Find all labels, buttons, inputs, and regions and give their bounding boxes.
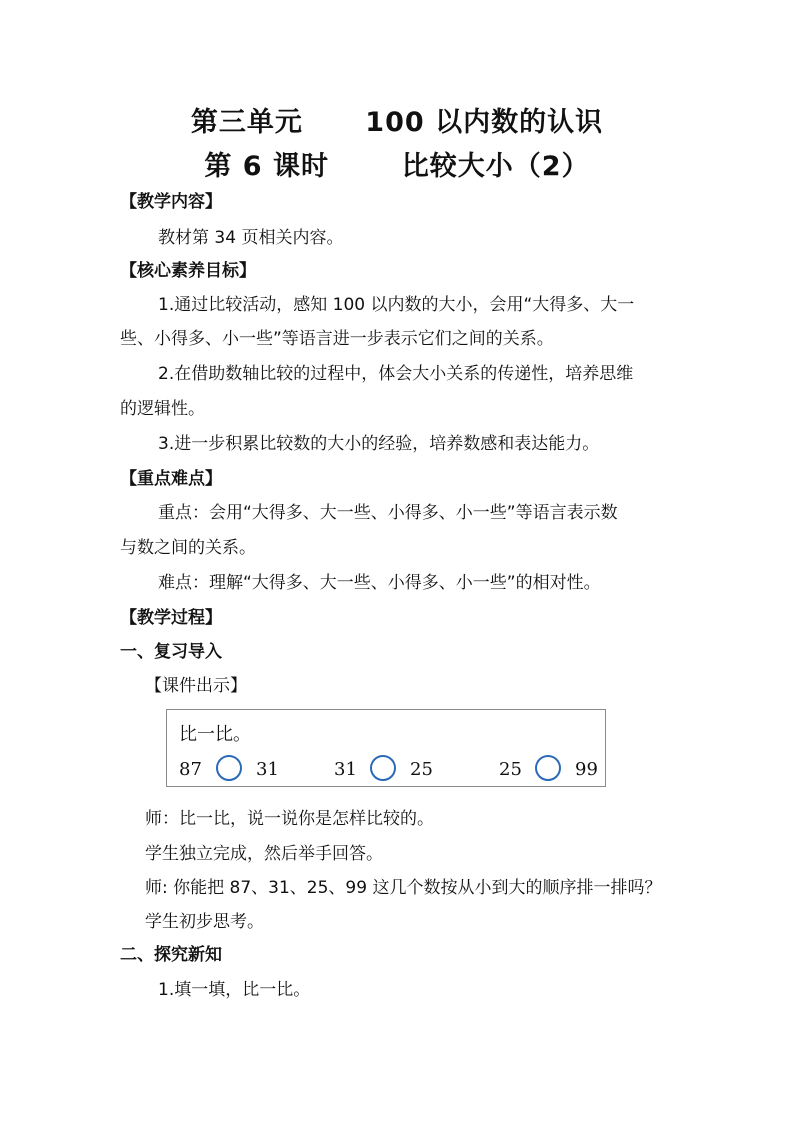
- key-line1: 重点：会用“大得多、大一些、小得多、小一些”等语言表示数: [158, 503, 618, 523]
- part2-heading: 二、探究新知: [120, 945, 222, 965]
- part2-item1: 1.填一填，比一比。: [158, 980, 311, 1000]
- pair1-compare-circle[interactable]: [216, 755, 242, 781]
- key-heading: 【重点难点】: [120, 469, 222, 489]
- pair3-left-number: 25: [499, 759, 522, 780]
- pair2-left-number: 31: [334, 759, 357, 780]
- part1-heading: 一、复习导入: [120, 642, 222, 662]
- difficult-point: 难点：理解“大得多、大一些、小得多、小一些”的相对性。: [158, 573, 601, 593]
- goal3: 3.进一步积累比较数的大小的经验，培养数感和表达能力。: [158, 434, 600, 454]
- teacher-prompt-1: 师：比一比，说一说你是怎样比较的。: [145, 809, 434, 829]
- lesson-title: 第 6 课时 比较大小（2）: [204, 151, 590, 182]
- key-line2: 与数之间的关系。: [120, 538, 256, 558]
- courseware-label: 【课件出示】: [145, 676, 247, 696]
- content-heading: 【教学内容】: [120, 192, 222, 212]
- pair2-right-number: 25: [410, 759, 433, 780]
- content-text: 教材第 34 页相关内容。: [158, 228, 344, 248]
- pair1-left-number: 87: [179, 759, 202, 780]
- goal2-line1: 2.在借助数轴比较的过程中，体会大小关系的传递性，培养思维: [158, 364, 634, 384]
- pair3-compare-circle[interactable]: [535, 755, 561, 781]
- student-response-2: 学生初步思考。: [145, 912, 264, 932]
- teacher-prompt-2: 师: 你能把 87、31、25、99 这几个数按从小到大的顺序排一排吗？: [145, 878, 662, 898]
- process-heading: 【教学过程】: [120, 608, 222, 628]
- goal1-line2: 些、小得多、小一些”等语言进一步表示它们之间的关系。: [120, 329, 554, 349]
- goals-heading: 【核心素养目标】: [120, 261, 256, 281]
- unit-title: 第三单元 100 以内数的认识: [190, 107, 604, 138]
- pair1-right-number: 31: [256, 759, 279, 780]
- goal1-line1: 1.通过比较活动，感知 100 以内数的大小，会用“大得多、大一: [158, 295, 635, 315]
- pair2-compare-circle[interactable]: [370, 755, 396, 781]
- goal2-line2: 的逻辑性。: [120, 399, 205, 419]
- exercise-box: [166, 709, 606, 787]
- student-response-1: 学生独立完成，然后举手回答。: [145, 844, 383, 864]
- exercise-title: 比一比。: [179, 724, 251, 745]
- pair3-right-number: 99: [575, 759, 598, 780]
